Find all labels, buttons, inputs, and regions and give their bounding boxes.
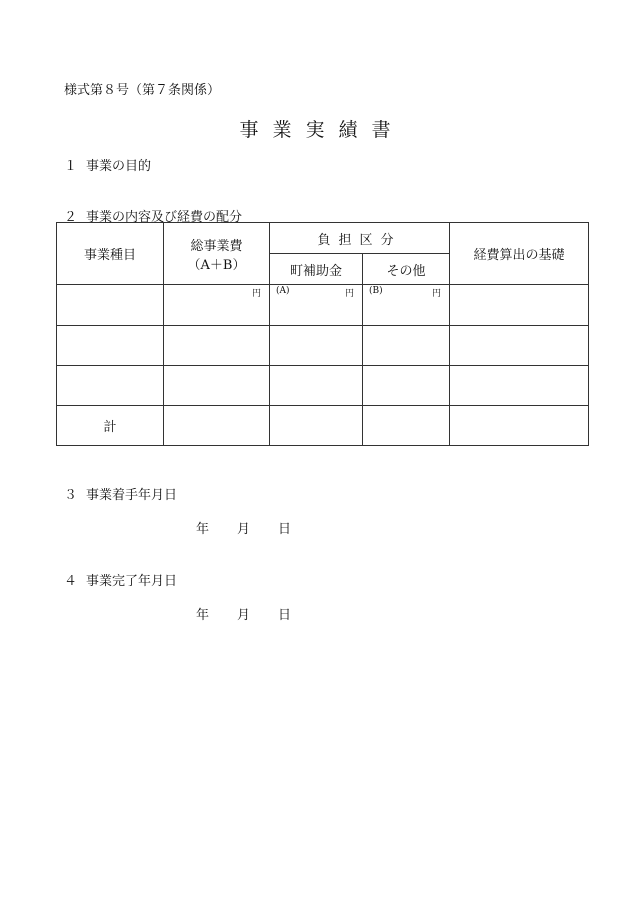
section-number: １ [64, 159, 78, 174]
cell-town-subsidy[interactable] [270, 366, 363, 406]
start-date-field[interactable] [196, 518, 291, 537]
table-row [57, 366, 589, 406]
section-number: ２ [64, 210, 78, 225]
cell-total-cost[interactable] [164, 326, 270, 366]
mark-a: (A) [276, 286, 290, 296]
cell-basis[interactable] [450, 285, 589, 326]
table-total-row [57, 406, 589, 446]
expense-table [56, 222, 589, 446]
date-year: 年 [196, 608, 210, 623]
table-row [57, 285, 589, 326]
section-number: ４ [64, 574, 78, 589]
header-town-subsidy: 町補助金 [270, 254, 363, 285]
section-label: 事業着手年月日 [86, 488, 178, 503]
cell-business-type[interactable] [57, 326, 164, 366]
cell-other[interactable] [363, 366, 450, 406]
header-total-cost-formula: （A＋B） [187, 257, 246, 273]
section-label: 事業の内容及び経費の配分 [86, 210, 243, 225]
total-label: 計 [57, 406, 164, 446]
date-day: 日 [278, 608, 292, 623]
end-date-field[interactable] [196, 604, 291, 623]
unit-yen: 円 [432, 289, 442, 299]
cell-basis[interactable] [450, 366, 589, 406]
cell-other[interactable] [363, 285, 450, 326]
cell-town-subsidy[interactable] [270, 406, 363, 446]
cell-business-type[interactable] [57, 366, 164, 406]
cell-other[interactable] [363, 406, 450, 446]
header-other: その他 [363, 254, 450, 285]
header-basis: 経費算出の基礎 [450, 223, 589, 285]
section-label: 事業の目的 [86, 159, 152, 174]
cell-total-cost[interactable] [164, 285, 270, 326]
mark-b: (B) [369, 286, 383, 296]
section-label: 事業完了年月日 [86, 574, 178, 589]
cell-business-type[interactable] [57, 285, 164, 326]
table-header-row [57, 223, 589, 254]
date-month: 月 [237, 522, 251, 537]
cell-other[interactable] [363, 326, 450, 366]
section-4 [64, 570, 177, 589]
header-burden: 負担区分 [270, 223, 450, 254]
table-row [57, 326, 589, 366]
form-number: 様式第８号（第７条関係） [64, 83, 221, 98]
section-1 [64, 155, 151, 174]
cell-basis[interactable] [450, 406, 589, 446]
section-3 [64, 484, 177, 503]
unit-yen: 円 [344, 289, 354, 299]
date-year: 年 [196, 522, 210, 537]
cell-total-cost[interactable] [164, 366, 270, 406]
date-month: 月 [237, 608, 251, 623]
cell-town-subsidy[interactable] [270, 285, 363, 326]
cell-town-subsidy[interactable] [270, 326, 363, 366]
header-total-cost [164, 223, 270, 285]
header-total-cost-label: 総事業費 [190, 238, 243, 254]
unit-yen: 円 [251, 289, 261, 299]
header-business-type: 事業種目 [57, 223, 164, 285]
cell-total-cost[interactable] [164, 406, 270, 446]
section-number: ３ [64, 488, 78, 503]
cell-basis[interactable] [450, 326, 589, 366]
page-title: 事業実績書 [239, 119, 405, 141]
date-day: 日 [278, 522, 292, 537]
